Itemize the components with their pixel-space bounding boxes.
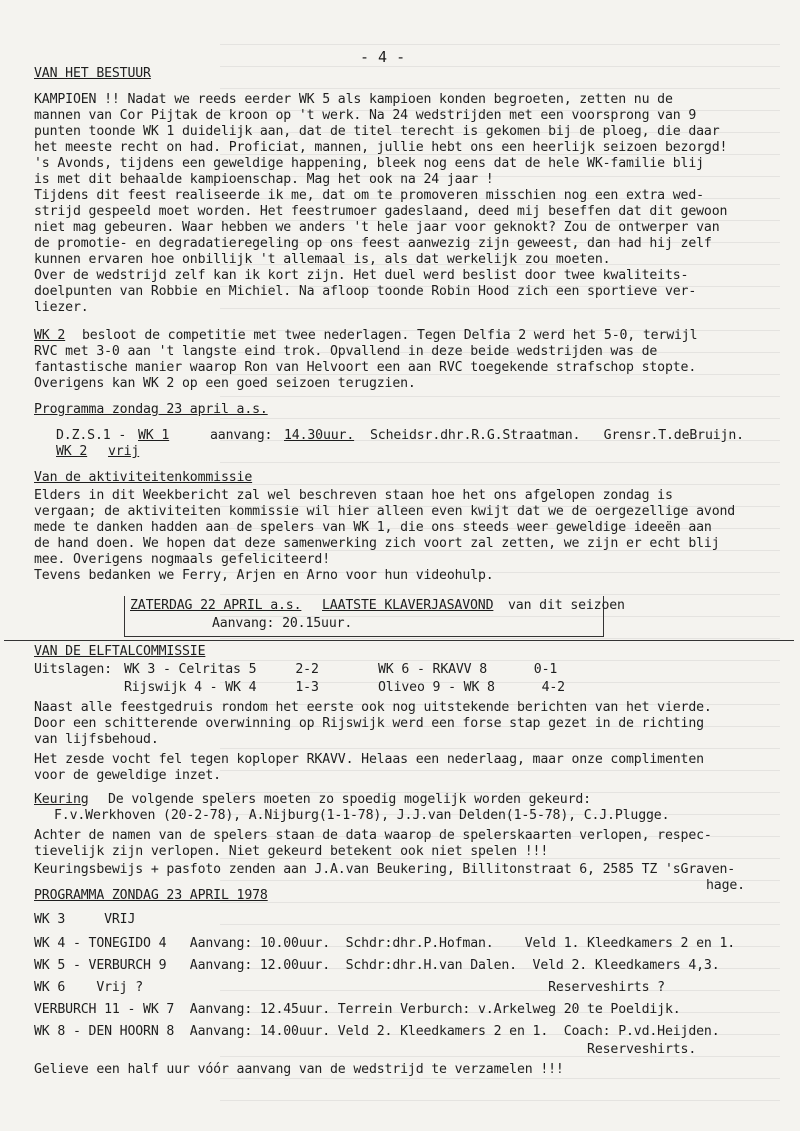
text-line: Naast alle feestgedruis rondom het eerste ook nog uitstekende berichten van het vierde. [34, 700, 712, 715]
result-item: WK 3 - Celritas 5 2-2 [124, 662, 319, 677]
text-line: liezer. [34, 300, 89, 315]
program-row: Reserveshirts. [34, 1042, 697, 1057]
text-line: hage. [706, 878, 745, 893]
box-aanvang: Aanvang: 20.15uur. [212, 616, 353, 631]
section-title-programma-1978: PROGRAMMA ZONDAG 23 APRIL 1978 [34, 888, 268, 903]
keuring-label: Keuring [34, 792, 89, 807]
program-row: VERBURCH 11 - WK 7 Aanvang: 12.45uur. Terrein Verburch: v.Arkelweg 20 te Poeldijk. [34, 1002, 681, 1017]
text-line: de hand doen. We hopen dat deze samenwerking zich voort zal zetten, we zijn er echt blij [34, 536, 720, 551]
text-line: RVC met 3-0 aan 't langste eind trok. Opvallend in deze beide wedstrijden was de [34, 344, 658, 359]
text-line: het meeste recht on had. Proficiat, mannen, jullie hebt ons een heerlijk seizoen bezorgd! [34, 140, 728, 155]
text-line: is met dit behaalde kampioenschap. Mag het ook na 24 jaar ! [34, 172, 494, 187]
wk2-label: WK 2 [34, 328, 66, 343]
section-title-elftal: VAN DE ELFTALCOMMISSIE [34, 644, 206, 659]
text-line: mannen van Cor Pijtak de kroon op 't werk. Na 24 wedstrijden met een voorsprong van 9 [34, 108, 697, 123]
wk2-team: WK 2 [56, 444, 88, 459]
text-line: voor de geweldige inzet. [34, 768, 221, 783]
text-line: Tijdens dit feest realiseerde ik me, dat om te promoveren misschien nog een extra wed- [34, 188, 704, 203]
section-title-bestuur: VAN HET BESTUUR [34, 66, 151, 81]
text-line: Het zesde vocht fel tegen koploper RKAVV. Helaas een nederlaag, maar onze complimenten [34, 752, 704, 767]
text-line: Elders in dit Weekbericht zal wel beschreven staan hoe het ons afgelopen zondag is [34, 488, 673, 503]
match-time: 14.30uur. [284, 428, 355, 443]
text-line: Tevens bedanken we Ferry, Arjen en Arno voor hun videohulp. [34, 568, 494, 583]
result-item: WK 6 - RKAVV 8 0-1 [378, 662, 558, 677]
program-row: WK 5 - VERBURCH 9 Aanvang: 12.00uur. Schdr:dhr.H.van Dalen. Veld 2. Kleedkamers 4,3. [34, 958, 720, 973]
box-suffix: van dit seizoen [508, 598, 625, 613]
text-line: doelpunten van Robbie en Michiel. Na afloop toonde Robin Hood zich een sportieve ver- [34, 284, 697, 299]
page-number: - 4 - [360, 48, 406, 66]
program-row: WK 3 VRIJ [34, 912, 136, 927]
program-row: WK 6 Vrij ? Reserveshirts ? [34, 980, 665, 995]
text-line: tievelijk zijn verlopen. Niet gekeurd betekent ook niet spelen !!! [34, 844, 549, 859]
section-title-aktiviteiten: Van de aktiviteitenkommissie [34, 470, 253, 485]
text-line: vergaan; de aktiviteiten kommissie wil hier alleen even kwijt dat we de oergezellige avond [34, 504, 736, 519]
text-line: niet mag gebeuren. Waar hebben we anders 't hele jaar voor geknokt? Zou de ontwerper van [34, 220, 720, 235]
text-line: van lijfsbehoud. [34, 732, 159, 747]
program-row: WK 4 - TONEGIDO 4 Aanvang: 10.00uur. Schdr:dhr.P.Hofman. Veld 1. Kleedkamers 2 en 1. [34, 936, 736, 951]
text-line: besloot de competitie met twee nederlagen. Tegen Delfia 2 werd het 5-0, terwijl [82, 328, 698, 343]
program-row: WK 8 - DEN HOORN 8 Aanvang: 14.00uur. Veld 2. Kleedkamers 2 en 1. Coach: P.vd.Heijden. [34, 1024, 720, 1039]
box-event: LAATSTE KLAVERJASAVOND [322, 598, 494, 613]
text-line: strijd gespeeld moet worden. Het feestrumoer gadeslaand, deed mij beseffen dat dit gewoon [34, 204, 728, 219]
result-item: Oliveo 9 - WK 8 4-2 [378, 680, 565, 695]
match-officials: Scheidsr.dhr.R.G.Straatman. Grensr.T.deBruijn. [370, 428, 744, 443]
text-line: punten toonde WK 1 duidelijk aan, dat de titel terecht is gekomen bij de ploeg, die daar [34, 124, 720, 139]
section-divider [4, 640, 794, 641]
text-line: mede te danken hadden aan de spelers van WK 1, die ons steeds weer geweldige ideeën aan [34, 520, 712, 535]
wk2-status: vrij [108, 444, 140, 459]
text-line: kunnen ervaren hoe onbillijk 't allemaal is, als dat werkelijk zou moeten. [34, 252, 611, 267]
match-aanvang-label: aanvang: [210, 428, 273, 443]
result-item: Rijswijk 4 - WK 4 1-3 [124, 680, 319, 695]
text-line: F.v.Werkhoven (20-2-78), A.Nijburg(1-1-78), J.J.van Delden(1-5-78), C.J.Plugge. [54, 808, 670, 823]
text-line: Keuringsbewijs + pasfoto zenden aan J.A.van Beukering, Billitonstraat 6, 2585 TZ 'sGraven- [34, 862, 736, 877]
text-line: fantastische manier waarop Ron van Helvoort een aan RVC toegekende strafschop stopte. [34, 360, 697, 375]
text-line: Overigens kan WK 2 op een goed seizoen terugzien. [34, 376, 416, 391]
uitslagen-label: Uitslagen: [34, 662, 112, 677]
text-line: De volgende spelers moeten zo spoedig mogelijk worden gekeurd: [108, 792, 591, 807]
text-line: Door een schitterende overwinning op Rijswijk werd een forse stap gezet in de richting [34, 716, 704, 731]
closing-note: Gelieve een half uur vóór aanvang van de wedstrijd te verzamelen !!! [34, 1062, 564, 1077]
match-home: D.Z.S.1 - [56, 428, 127, 443]
match-team: WK 1 [138, 428, 170, 443]
section-title-programma: Programma zondag 23 april a.s. [34, 402, 268, 417]
text-line: Achter de namen van de spelers staan de data waarop de spelerskaarten verlopen, respec- [34, 828, 712, 843]
text-line: 's Avonds, tijdens een geweldige happening, bleek nog eens dat de hele WK-familie blij [34, 156, 704, 171]
text-line: mee. Overigens nogmaals gefeliciteerd! [34, 552, 331, 567]
text-line: KAMPIOEN !! Nadat we reeds eerder WK 5 als kampioen konden begroeten, zetten nu de [34, 92, 673, 107]
box-date: ZATERDAG 22 APRIL a.s. [130, 598, 302, 613]
text-line: de promotie- en degradatieregeling op ons feest aanwezig zijn geweest, dan had hij zelf [34, 236, 712, 251]
text-line: Over de wedstrijd zelf kan ik kort zijn. Het duel werd beslist door twee kwaliteits- [34, 268, 689, 283]
